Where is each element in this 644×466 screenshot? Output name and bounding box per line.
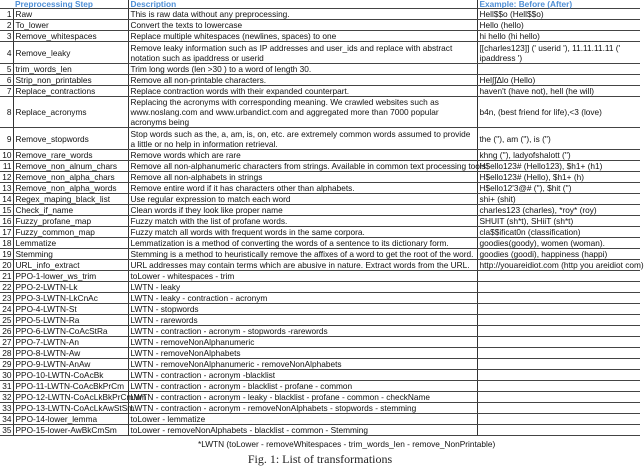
- step-description: Lemmatization is a method of converting the words of a sentence to its dictionary form.: [128, 238, 477, 249]
- table-row: [0, 42, 640, 64]
- row-number: 22: [0, 282, 13, 293]
- table-row: [0, 64, 640, 75]
- step-name: Fuzzy_common_map: [13, 227, 128, 238]
- step-description: Remove leaky information such as IP addresses and user_ids and replace with abstract notation such as ipaddress or userid: [128, 42, 477, 64]
- table-row: [0, 293, 640, 304]
- step-description: LWTN - removeNonAlphanumeric - removeNonAlphabets: [128, 359, 477, 370]
- row-number: 15: [0, 205, 13, 216]
- step-description: toLower - lemmatize: [128, 414, 477, 425]
- row-number: 9: [0, 128, 13, 150]
- step-name: PPO-1-lower_ws_trim: [13, 271, 128, 282]
- step-name: Replace_acronyms: [13, 97, 128, 128]
- table-row: [0, 183, 640, 194]
- step-name: PPO-15-lower-AwBkCmSm: [13, 425, 128, 436]
- row-number: 7: [0, 86, 13, 97]
- step-description: LWTN - contraction - acronym - leaky - blacklist - profane - common - checkName: [128, 392, 477, 403]
- step-description: LWTN - rarewords: [128, 315, 477, 326]
- row-number: 21: [0, 271, 13, 282]
- header-number: [0, 0, 13, 9]
- table-row: [0, 403, 640, 414]
- table-row: [0, 337, 640, 348]
- step-name: trim_words_len: [13, 64, 128, 75]
- step-name: PPO-9-LWTN-AnAw: [13, 359, 128, 370]
- row-number: 26: [0, 326, 13, 337]
- row-number: 16: [0, 216, 13, 227]
- header-description: Description: [128, 0, 477, 9]
- row-number: 17: [0, 227, 13, 238]
- row-number: 23: [0, 293, 13, 304]
- table-row: [0, 392, 640, 403]
- step-description: Replace multiple whitespaces (newlines, spaces) to one: [128, 31, 477, 42]
- step-description: Stemming is a method to heuristically remove the affixes of a word to get the root of the word.: [128, 249, 477, 260]
- step-description: Stop words such as the, a, am, is, on, etc. are extremely common words assumed to provide a little or no help in information retrieval.: [128, 128, 477, 150]
- step-description: Remove all non-alphabets in strings: [128, 172, 477, 183]
- step-description: This is raw data without any preprocessing.: [128, 9, 477, 20]
- row-number: 32: [0, 392, 13, 403]
- row-number: 10: [0, 150, 13, 161]
- table-row: [0, 216, 640, 227]
- table-row: [0, 370, 640, 381]
- step-name: Check_if_name: [13, 205, 128, 216]
- table-row: [0, 304, 640, 315]
- step-example: [477, 414, 640, 425]
- step-name: PPO-13-LWTN-CoAcLkAwStSm: [13, 403, 128, 414]
- step-example: [477, 304, 640, 315]
- row-number: 24: [0, 304, 13, 315]
- step-description: LWTN - removeNonAlphanumeric: [128, 337, 477, 348]
- row-number: 29: [0, 359, 13, 370]
- header-example: Example: Before (After): [477, 0, 640, 9]
- table-row: [0, 348, 640, 359]
- step-description: Remove words which are rare: [128, 150, 477, 161]
- table-row: [0, 227, 640, 238]
- step-name: Remove_rare_words: [13, 150, 128, 161]
- row-number: 3: [0, 31, 13, 42]
- step-name: Replace_contractions: [13, 86, 128, 97]
- step-name: Remove_stopwords: [13, 128, 128, 150]
- row-number: 19: [0, 249, 13, 260]
- step-name: PPO-6-LWTN-CoAcStRa: [13, 326, 128, 337]
- step-example: the (''), am (''), is (''): [477, 128, 640, 150]
- step-description: Trim long words (len >30 ) to a word of length 30.: [128, 64, 477, 75]
- table-row: [0, 249, 640, 260]
- row-number: 2: [0, 20, 13, 31]
- table-row: [0, 20, 640, 31]
- table-row: [0, 381, 640, 392]
- step-example: [477, 392, 640, 403]
- step-name: Remove_non_alnum_chars: [13, 161, 128, 172]
- step-description: Fuzzy match with the list of profane words.: [128, 216, 477, 227]
- step-description: toLower - removeNonAlphabets - blacklist - common - Stemming: [128, 425, 477, 436]
- footnote: *LWTN (toLower - removeWhitespaces - trim_words_len - remove_NonPrintable): [198, 439, 496, 449]
- step-example: [477, 381, 640, 392]
- table-row: [0, 31, 640, 42]
- step-description: Remove all non-printable characters.: [128, 75, 477, 86]
- step-example: [477, 359, 640, 370]
- step-example: [477, 425, 640, 436]
- row-number: 14: [0, 194, 13, 205]
- step-description: LWTN - contraction - acronym - stopwords -rarewords: [128, 326, 477, 337]
- step-example: H$ello12'3@# (''), $hit (''): [477, 183, 640, 194]
- step-example: [477, 271, 640, 282]
- row-number: 8: [0, 97, 13, 128]
- step-description: LWTN - leaky: [128, 282, 477, 293]
- step-name: PPO-2-LWTN-Lk: [13, 282, 128, 293]
- step-name: Strip_non_printables: [13, 75, 128, 86]
- step-name: PPO-8-LWTN-Aw: [13, 348, 128, 359]
- step-description: Remove entire word if it has characters other than alphabets.: [128, 183, 477, 194]
- step-example: [477, 348, 640, 359]
- step-name: Lemmatize: [13, 238, 128, 249]
- table-row: [0, 425, 640, 436]
- step-description: Convert the texts to lowercase: [128, 20, 477, 31]
- table-row: [0, 75, 640, 86]
- table-row: [0, 161, 640, 172]
- row-number: 5: [0, 64, 13, 75]
- row-number: 6: [0, 75, 13, 86]
- step-example: H$ello123# (Hello), $h1+ (h): [477, 172, 640, 183]
- step-example: shi+ (shit): [477, 194, 640, 205]
- step-example: SHUIT (sh*t), SHiiT (sh*t): [477, 216, 640, 227]
- table-row: [0, 271, 640, 282]
- step-example: Hell$$o (Hell$$o): [477, 9, 640, 20]
- figure-caption: Fig. 1: List of transformations: [247, 452, 393, 466]
- step-description: Clean words if they look like proper name: [128, 205, 477, 216]
- step-example: H$ello123# (Hello123), $h1+ (h1): [477, 161, 640, 172]
- table-row: [0, 359, 640, 370]
- step-name: PPO-11-LWTN-CoAcBkPrCm: [13, 381, 128, 392]
- table-row: [0, 238, 640, 249]
- step-example: [477, 282, 640, 293]
- row-number: 12: [0, 172, 13, 183]
- step-description: LWTN - contraction - acronym - blacklist - profane - common: [128, 381, 477, 392]
- row-number: 4: [0, 42, 13, 64]
- table-row: [0, 97, 640, 128]
- step-example: [477, 403, 640, 414]
- step-description: Remove all non-alphanumeric characters from strings. Available in common text processing tools: [128, 161, 477, 172]
- step-description: Fuzzy match all words with frequent words in the same corpora.: [128, 227, 477, 238]
- row-number: 11: [0, 161, 13, 172]
- row-number: 31: [0, 381, 13, 392]
- row-number: 34: [0, 414, 13, 425]
- table-row: [0, 282, 640, 293]
- step-name: To_lower: [13, 20, 128, 31]
- step-description: LWTN - leaky - contraction - acronym: [128, 293, 477, 304]
- table-row: [0, 315, 640, 326]
- step-example: khng (''), ladyofshalott (''): [477, 150, 640, 161]
- step-example: [477, 326, 640, 337]
- step-example: [477, 337, 640, 348]
- table-row: [0, 205, 640, 216]
- step-name: PPO-7-LWTN-An: [13, 337, 128, 348]
- step-example: haven't (have not), hell (he will): [477, 86, 640, 97]
- step-name: Raw: [13, 9, 128, 20]
- row-number: 20: [0, 260, 13, 271]
- step-name: PPO-12-LWTN-CoAcLkBkPrCmNm: [13, 392, 128, 403]
- step-example: goodies (goodi), happiness (happi): [477, 249, 640, 260]
- step-name: PPO-5-LWTN-Ra: [13, 315, 128, 326]
- step-name: PPO-10-LWTN-CoAcBk: [13, 370, 128, 381]
- step-description: Use regular expression to match each word: [128, 194, 477, 205]
- step-name: Remove_leaky: [13, 42, 128, 64]
- step-name: Stemming: [13, 249, 128, 260]
- table-row: [0, 194, 640, 205]
- step-description: LWTN - stopwords: [128, 304, 477, 315]
- step-example: b4n, (best friend for life),<3 (love): [477, 97, 640, 128]
- table-row: [0, 86, 640, 97]
- table-row: [0, 414, 640, 425]
- step-example: [477, 370, 640, 381]
- step-example: [477, 315, 640, 326]
- header-step: Preprocessing Step: [13, 0, 128, 9]
- table-row: [0, 150, 640, 161]
- step-description: URL addresses may contain terms which are abusive in nature. Extract words from the URL.: [128, 260, 477, 271]
- row-number: 35: [0, 425, 13, 436]
- row-number: 13: [0, 183, 13, 194]
- step-example: [477, 293, 640, 304]
- row-number: 1: [0, 9, 13, 20]
- step-example: http://youareidiot.com (http you areidiot com): [477, 260, 640, 271]
- step-name: PPO-4-LWTN-St: [13, 304, 128, 315]
- step-name: Fuzzy_profane_map: [13, 216, 128, 227]
- step-name: PPO-14-lower_lemma: [13, 414, 128, 425]
- step-description: Replacing the acronyms with corresponding meaning. We crawled websites such as www.noslang.com and www.urbandict.com and aggregated more than 7000 popular acronyms being: [128, 97, 477, 128]
- step-description: LWTN - contraction - acronym - removeNonAlphabets - stopwords - stemming: [128, 403, 477, 414]
- step-name: Remove_whitespaces: [13, 31, 128, 42]
- row-number: 25: [0, 315, 13, 326]
- step-example: goodies(goody), women (woman).: [477, 238, 640, 249]
- header-row: [0, 0, 640, 9]
- table-row: [0, 260, 640, 271]
- row-number: 27: [0, 337, 13, 348]
- table-row: [0, 9, 640, 20]
- row-number: 18: [0, 238, 13, 249]
- step-name: Remove_non_alpha_chars: [13, 172, 128, 183]
- step-example: cla$$ificat0n (classification): [477, 227, 640, 238]
- step-example: Hel∫∫Δlo (Hello): [477, 75, 640, 86]
- step-description: toLower - whitespaces - trim: [128, 271, 477, 282]
- step-name: Regex_maping_black_list: [13, 194, 128, 205]
- step-example: [[charles123]] (' userid '), 11.11.11.11 (' ipaddress '): [477, 42, 640, 64]
- step-description: LWTN - contraction - acronym -blacklist: [128, 370, 477, 381]
- step-example: Hello (hello): [477, 20, 640, 31]
- row-number: 30: [0, 370, 13, 381]
- table-row: [0, 128, 640, 150]
- step-name: Remove_non_alpha_words: [13, 183, 128, 194]
- table-row: [0, 172, 640, 183]
- step-example: charles123 (charles), *roy* (roy): [477, 205, 640, 216]
- step-description: LWTN - removeNonAlphabets: [128, 348, 477, 359]
- table-row: [0, 326, 640, 337]
- step-name: URL_info_extract: [13, 260, 128, 271]
- step-description: Replace contraction words with their expanded counterpart.: [128, 86, 477, 97]
- step-example: hi hello (hi hello): [477, 31, 640, 42]
- step-example: [477, 64, 640, 75]
- row-number: 28: [0, 348, 13, 359]
- row-number: 33: [0, 403, 13, 414]
- step-name: PPO-3-LWTN-LkCnAc: [13, 293, 128, 304]
